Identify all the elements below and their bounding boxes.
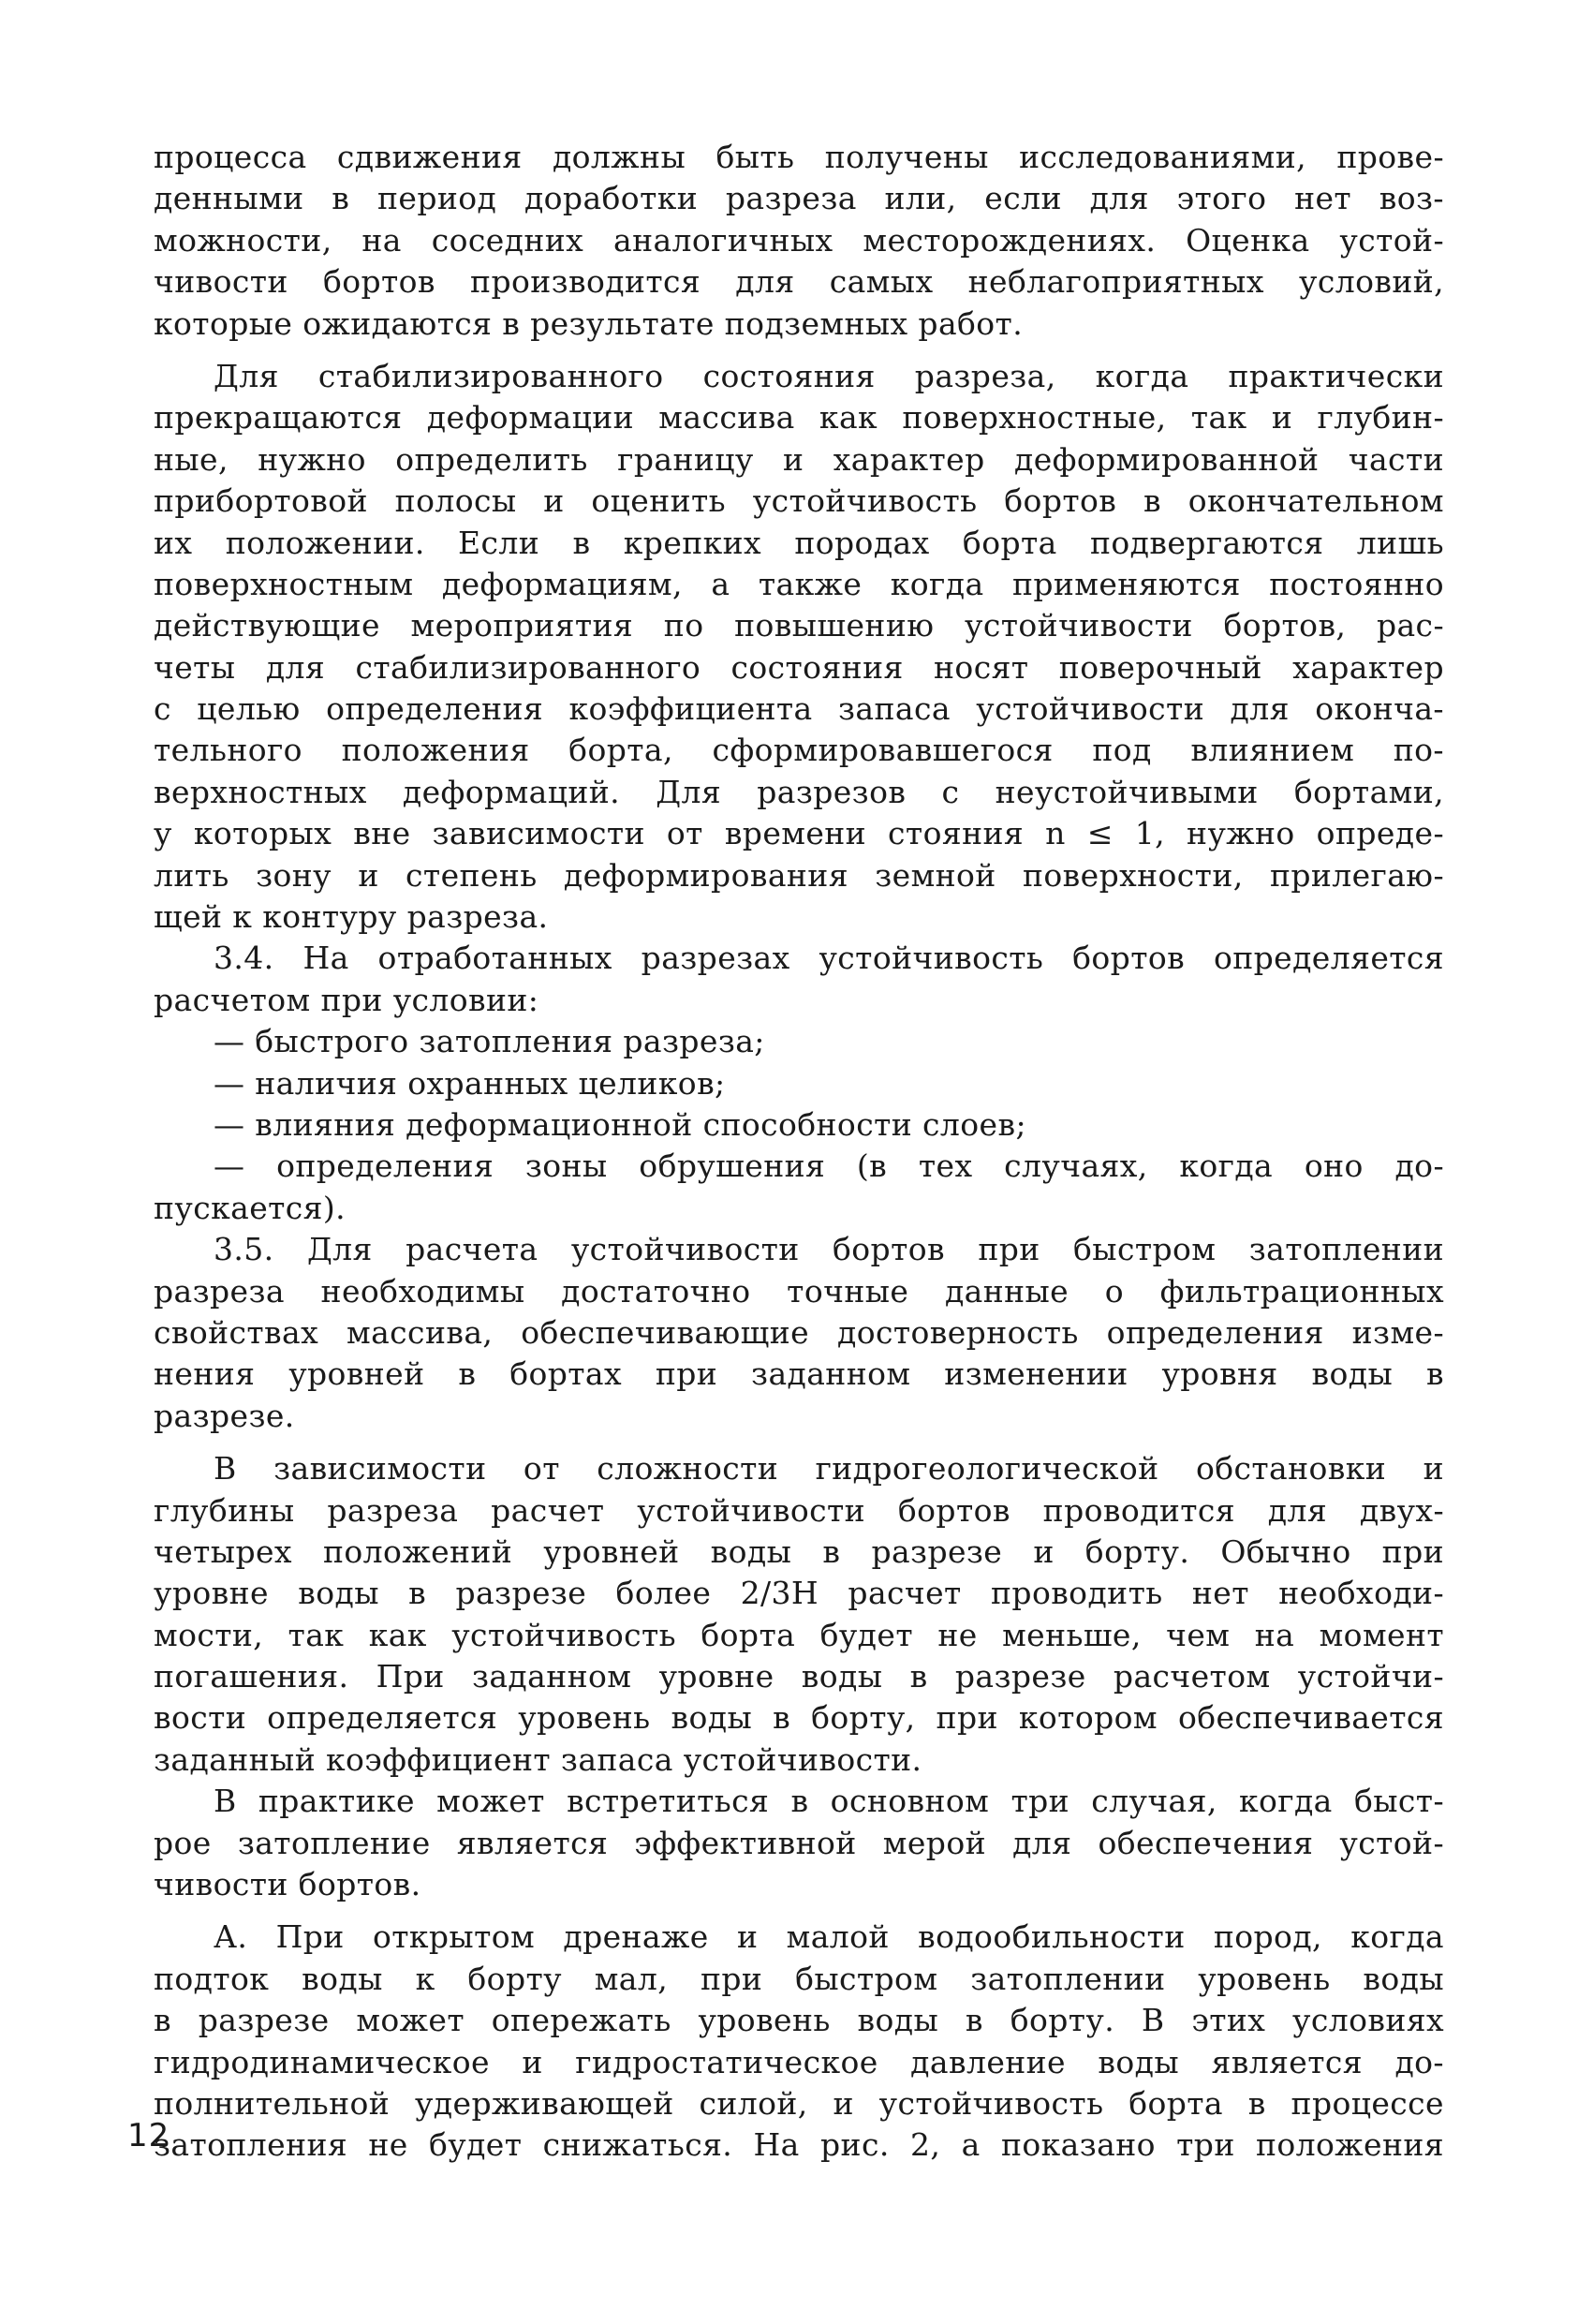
text-line: в разрезе может опережать уровень воды в борту. В этих условиях: [154, 2002, 1444, 2039]
list-item: — определения зоны обрушения (в тех случаях, когда оно до-: [214, 1147, 1444, 1185]
text-line: действующие мероприятия по повышению устойчивости бортов, рас-: [154, 607, 1444, 644]
text-line: денными в период доработки разреза или, если для этого нет воз-: [154, 180, 1444, 217]
paragraph-start: В практике может встретиться в основном три случая, когда быст-: [214, 1783, 1444, 1820]
text-line: чивости бортов.: [154, 1866, 421, 1903]
section-3-5-heading: 3.5. Для расчета устойчивости бортов при быстром затоплении: [214, 1231, 1444, 1268]
text-line: рое затопление является эффективной мерой для обеспечения устой-: [154, 1824, 1444, 1861]
text-line: разрезе.: [154, 1397, 295, 1434]
text-line: с целью определения коэффициента запаса устойчивости для оконча-: [154, 690, 1444, 728]
text-line: ные, нужно определить границу и характер деформированной части: [154, 440, 1444, 478]
text-line: у которых вне зависимости от времени стояния n ≤ 1, нужно опреде-: [154, 815, 1444, 852]
list-item: — наличия охранных целиков;: [214, 1064, 726, 1102]
list-item: — быстрого затопления разреза;: [214, 1023, 765, 1060]
text-line: затопления не будет снижаться. На рис. 2, а показано три положения: [154, 2126, 1444, 2164]
case-a-paragraph: А. При открытом дренаже и малой водообильности пород, когда: [214, 1918, 1444, 1956]
text-line: пускается).: [154, 1189, 347, 1226]
page-text-body: [154, 137, 1444, 2167]
text-line: разреза необходимы достаточно точные данные о фильтрационных: [154, 1272, 1444, 1310]
text-line: подток воды к борту мал, при быстром затоплении уровень воды: [154, 1960, 1444, 1997]
text-line: уровне воды в разрезе более 2/3H расчет проводить нет необходи-: [154, 1575, 1444, 1612]
text-line: поверхностным деформациям, а также когда применяются постоянно: [154, 565, 1444, 602]
text-line: четырех положений уровней воды в разрезе и борту. Обычно при: [154, 1532, 1444, 1570]
text-line: погашения. При заданном уровне воды в разрезе расчетом устойчи-: [154, 1658, 1444, 1695]
page-number: 12: [127, 2117, 170, 2154]
text-line: вости определяется уровень воды в борту, при котором обеспечивается: [154, 1699, 1444, 1737]
paragraph-start: Для стабилизированного состояния разреза, когда практически: [214, 357, 1444, 394]
text-line: чивости бортов производится для самых неблагоприятных условий,: [154, 263, 1444, 301]
text-line: свойствах массива, обеспечивающие достоверность определения изме-: [154, 1313, 1444, 1351]
text-line: тельного положения борта, сформировавшегося под влиянием по-: [154, 732, 1444, 769]
list-item: — влияния деформационной способности слоев;: [214, 1105, 1026, 1143]
section-3-4-heading: 3.4. На отработанных разрезах устойчивость бортов определяется: [214, 940, 1444, 977]
paragraph-start: В зависимости от сложности гидрогеологической обстановки и: [214, 1450, 1444, 1488]
text-line: можности, на соседних аналогичных месторождениях. Оценка устой-: [154, 221, 1444, 259]
text-line: лить зону и степень деформирования земной поверхности, прилегаю-: [154, 856, 1444, 894]
text-line: прибортовой полосы и оценить устойчивость бортов в окончательном: [154, 482, 1444, 520]
text-line: заданный коэффициент запаса устойчивости.: [154, 1740, 922, 1778]
text-line: их положении. Если в крепких породах борта подвергаются лишь: [154, 524, 1444, 561]
text-line: щей к контуру разреза.: [154, 898, 549, 936]
text-line: нения уровней в бортах при заданном изменении уровня воды в: [154, 1355, 1444, 1393]
text-line: прекращаются деформации массива как поверхностные, так и глубин-: [154, 399, 1444, 437]
text-line: которые ожидаются в результате подземных работ.: [154, 304, 1024, 342]
text-line: четы для стабилизированного состояния носят поверочный характер: [154, 648, 1444, 686]
text-line: процесса сдвижения должны быть получены исследованиями, прове-: [154, 139, 1444, 175]
text-line: расчетом при условии:: [154, 981, 539, 1018]
text-line: гидродинамическое и гидростатическое давление воды является до-: [154, 2043, 1444, 2080]
text-line: полнительной удерживающей силой, и устойчивость борта в процессе: [154, 2084, 1444, 2122]
text-line: мости, так как устойчивость борта будет не меньше, чем на момент: [154, 1616, 1444, 1653]
text-line: верхностных деформаций. Для разрезов с неустойчивыми бортами,: [154, 773, 1444, 810]
text-line: глубины разреза расчет устойчивости бортов проводится для двух-: [154, 1491, 1444, 1529]
